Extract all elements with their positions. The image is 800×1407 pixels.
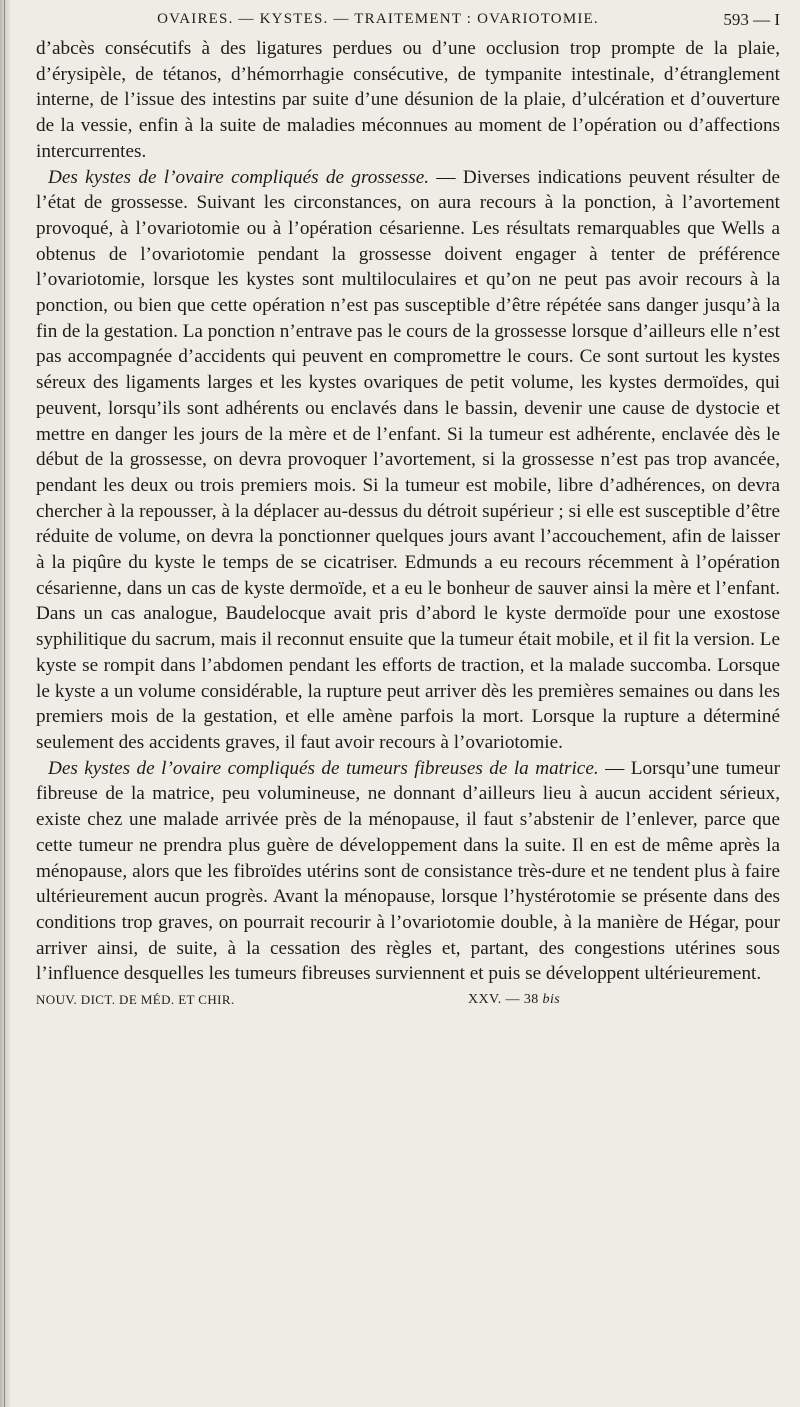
binding-gutter — [0, 0, 10, 1407]
signature-suffix: bis — [542, 992, 561, 1008]
paragraph-text: — Diverses indications peuvent résulter de l’état de grossesse. Suivant les circonstances, on aura recours à la ponction, à l’avortement provoqué, à l’ovariotomie ou à l’opération césarienne. Les résultats remarquables que Wells a obtenus de l’ovariotomie pendant la grossesse doivent engager à tenter de préférence l’ovariotomie, lorsque les kystes sont multiloculaires et qu’on ne peut pas avoir recours à la ponction, ou bien que cette opération n’est pas susceptible d’être répétée sans danger jusqu’à la fin de la gestation. La ponction n’entrave pas le cours de la grossesse lorsque d’ailleurs elle n’est pas accompagnée d’accidents qui peuvent en compromettre le cours. Ce sont surtout les kystes séreux des ligaments larges et les kystes ovariques de petit volume, les kystes dermoïdes, qui peuvent, lorsqu’ils sont adhérents ou enclavés dans le bassin, devenir une cause de dystocie et mettre en danger les jours de la mère et de l’enfant. Si la tumeur est adhérente, enclavée dès le début de la grossesse, on devra provoquer l’avortement, si la grossesse n’est pas trop avancée, pendant les deux ou trois premiers mois. Si la tumeur est mobile, libre d’adhérences, on devra chercher à la repousser, à la déplacer au-dessus du détroit supérieur ; si elle est susceptible d’être réduite de volume, on devra la ponctionner quelques jours avant l’accouchement, afin de laisser à la piqûre du kyste le temps de se cicatriser. Edmunds a eu recours récemment à l’opération césarienne, dans un cas de kyste dermoïde, et a eu le bonheur de sauver ainsi la mère et l’enfant. Dans un cas analogue, Baudelocque avait pris d’abord le kyste dermoïde pour une exostose syphilitique du sacrum, mais il reconnut ensuite que la tumeur était mobile, et il fit la version. Le kyste se rompit dans l’abdomen pendant les efforts de traction, et la malade succomba. Lorsque le kyste a un volume considérable, la rupture peut arriver dès les premières semaines ou dans les premiers mois de la gestation, et elle amène parfois la mort. Lorsque la rupture a déterminé seulement des accidents graves, il faut avoir recours à l’ovariotomie. — [36, 166, 780, 753]
paragraph-text: d’abcès consécutifs à des ligatures perdues ou d’une occlusion trop prompte de la plaie, d’érysipèle, de tétanos, d’hémorrhagie consécutive, de tympanite intestinale, d’étranglement interne, de l’issue des intestins par suite d’une désunion de la plaie, d’ulcération et d’ouverture de la vessie, enfin à la suite de maladies méconnues au moment de l’opération ou d’affections intercurrentes. — [36, 38, 780, 162]
paragraph-continuation — [36, 36, 780, 165]
running-title: OVAIRES. — KYSTES. — TRAITEMENT : OVARIOTOMIE. — [157, 11, 599, 27]
paragraph-fibroids — [36, 756, 780, 987]
book-page — [36, 6, 780, 1011]
page-number: 593 — I — [723, 10, 780, 29]
section-heading-fibroids: Des kystes de l’ovaire compliqués de tumeurs fibreuses de la matrice. — [48, 757, 599, 779]
volume-label: XXV. — 38 — [468, 992, 539, 1008]
publication-signature: NOUV. DICT. DE MÉD. ET CHIR. — [36, 992, 235, 1008]
binding-edge — [4, 0, 5, 1407]
body-text — [36, 36, 780, 987]
running-head — [36, 6, 780, 36]
paragraph-text: — Lorsqu’une tumeur fibreuse de la matrice, peu volumineuse, ne donnant d’ailleurs lieu à aucun accident sérieux, existe chez une malade arrivée près de la ménopause, il faut s’abstenir de l’enlever, parce que cette tumeur ne prendra plus guère de développement dans la suite. Il en est de même après la ménopause, alors que les fibroïdes utérins sont de consistance très-dure et ne tendent plus à faire ultérieurement aucun progrès. Avant la ménopause, lorsque l’hystérotomie se présente dans des conditions trop graves, on pourrait recourir à l’ovariotomie double, à la manière de Hégar, pour arriver ainsi, de suite, à la cessation des règles et, partant, des congestions utérines sous l’influence desquelles les tumeurs fibreuses surviennent et puis se développent ultérieurement. — [36, 757, 780, 985]
section-heading-pregnancy: Des kystes de l’ovaire compliqués de grossesse. — [48, 166, 430, 188]
volume-signature — [468, 992, 560, 1008]
paragraph-pregnancy — [36, 165, 780, 756]
page-footer — [36, 989, 780, 1011]
